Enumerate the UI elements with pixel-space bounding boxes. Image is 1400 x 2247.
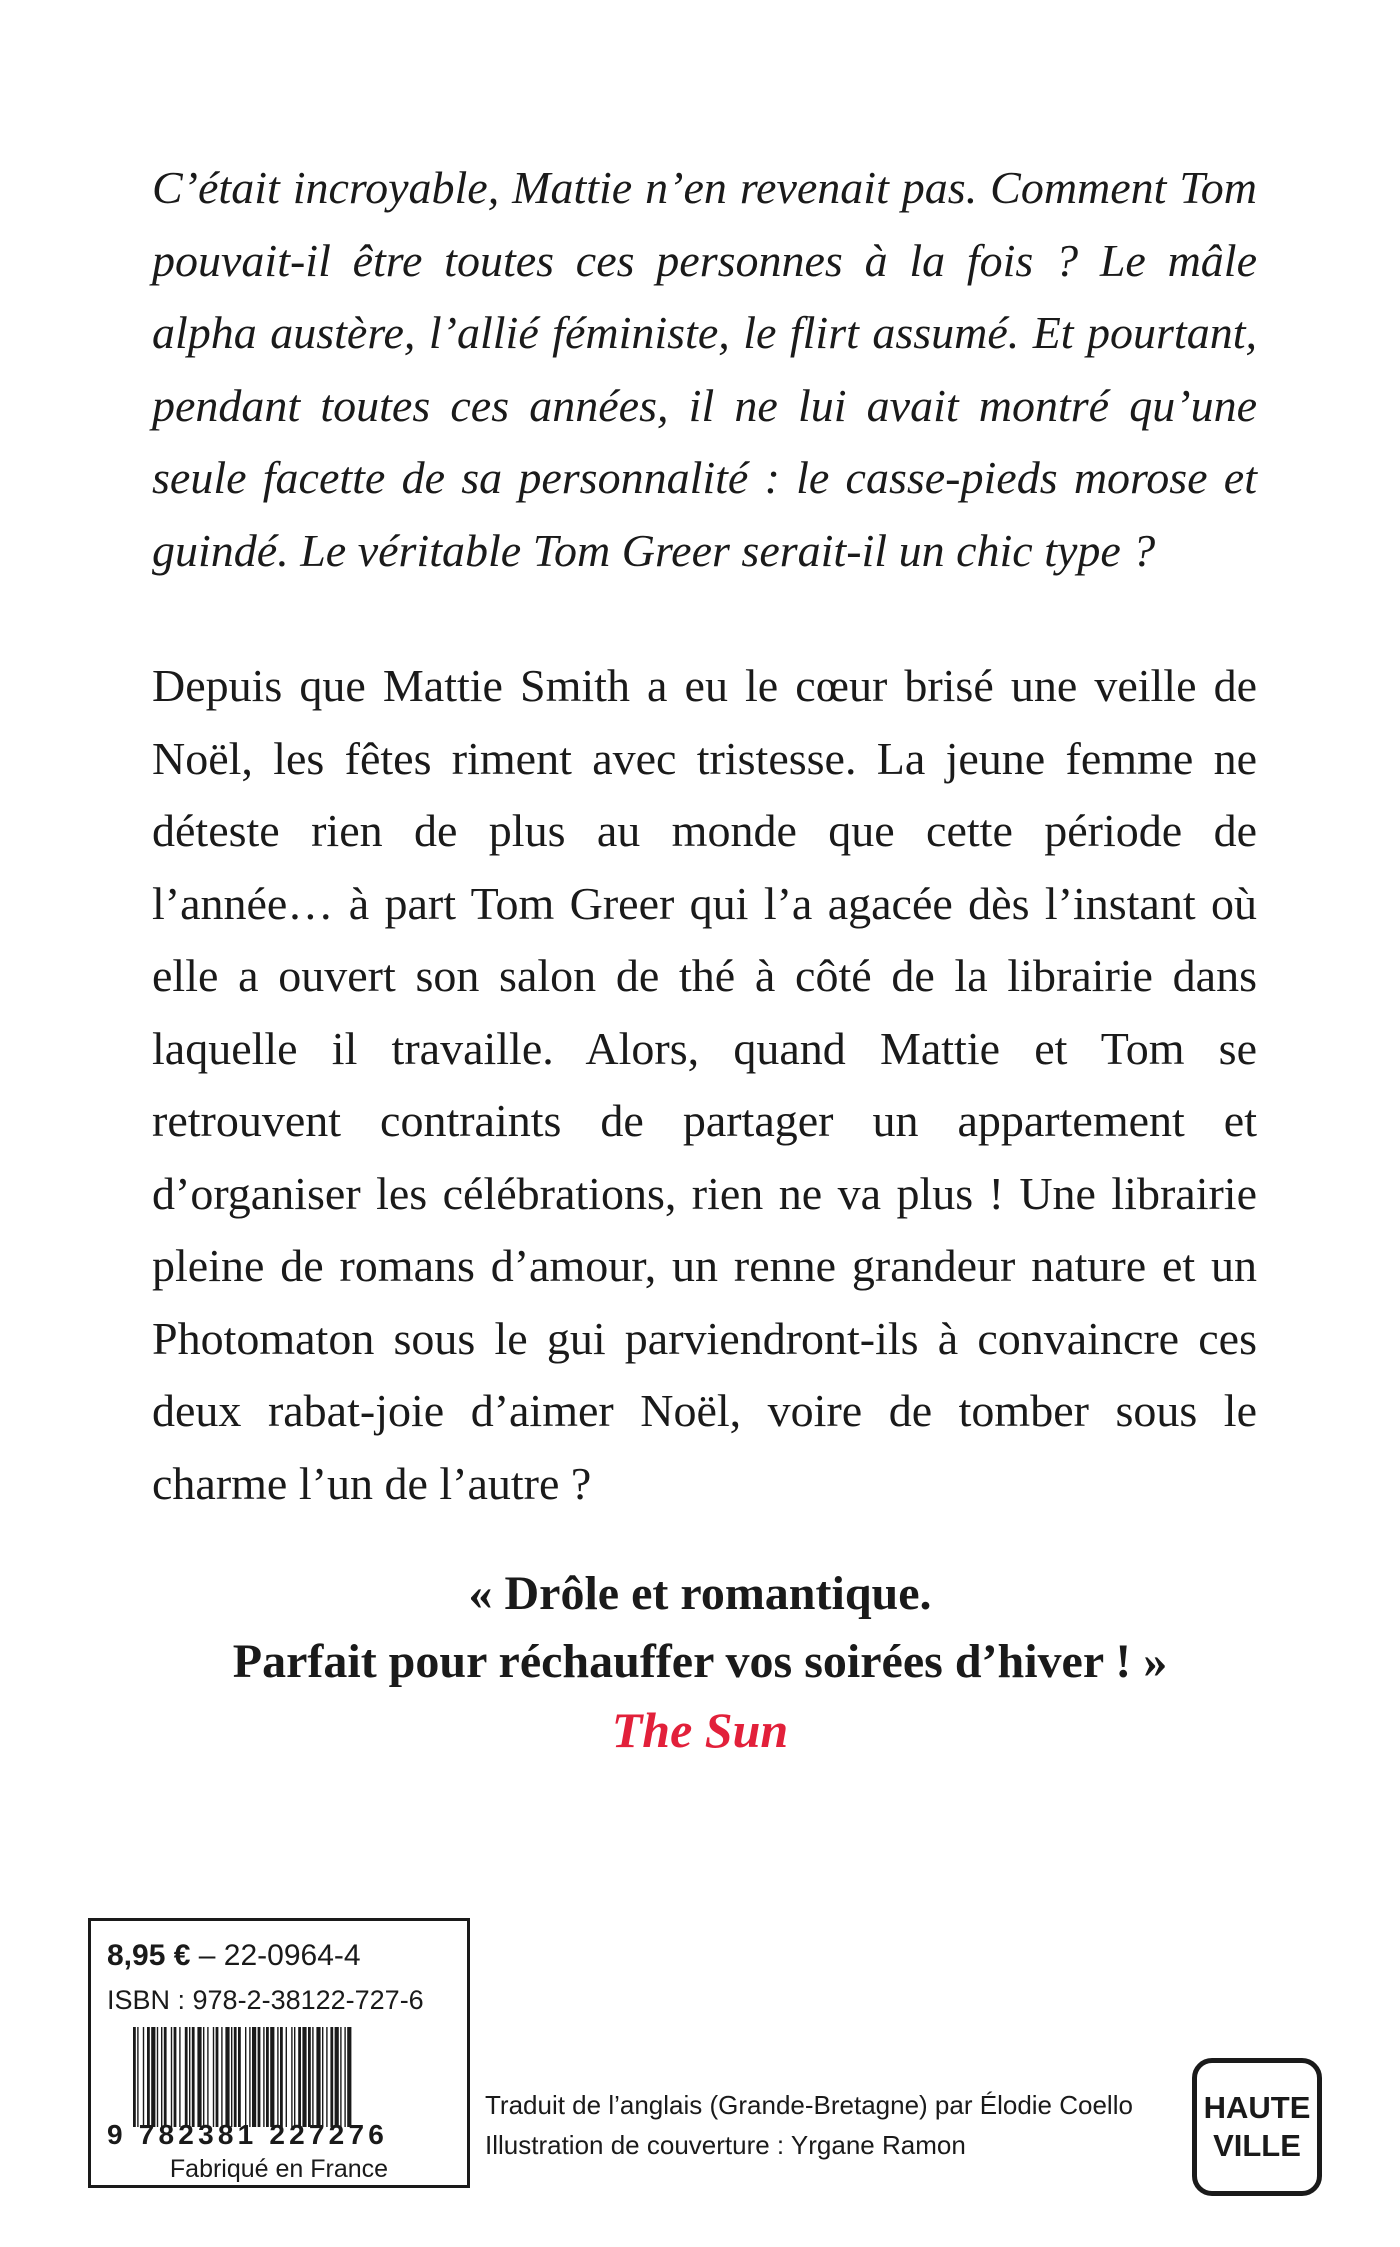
barcode-bar [157, 2027, 158, 2127]
barcode-bar [147, 2027, 150, 2127]
barcode-bar [266, 2027, 269, 2127]
publisher-logo-line-1: HAUTE [1203, 2090, 1311, 2125]
barcode-bar [263, 2027, 264, 2127]
barcode-bar [192, 2027, 195, 2127]
barcode-bar [207, 2027, 208, 2127]
publisher-logo [1192, 2058, 1322, 2196]
press-quote [0, 1560, 1400, 1764]
barcode-bar [308, 2027, 311, 2127]
barcode-bar [234, 2027, 237, 2127]
barcode-bar [221, 2027, 222, 2127]
product-code: – 22-0964-4 [190, 1939, 361, 1972]
barcode-bar [252, 2027, 256, 2127]
barcode-bar [216, 2027, 219, 2127]
barcode-bar [326, 2027, 327, 2127]
barcode-bar [161, 2027, 162, 2127]
barcode-bar [312, 2027, 313, 2127]
barcode-bar [171, 2027, 172, 2127]
barcode-bar [277, 2027, 278, 2127]
blurb-paragraph: Depuis que Mattie Smith a eu le cœur brisé une veille de Noël, les fêtes riment avec tristesse. La jeune femme ne déteste rien de plus au monde que cette période de l’année… à part Tom Greer qui l’a agacée dès l’instant où elle a ouvert son salon de thé à côté de la librairie dans laquelle il travaille. Alors, quand Mattie et Tom se retrouvent contraints de partager un appartement et d’organiser les célébrations, rien ne va plus ! Une librairie pleine de romans d’amour, un renne grandeur nature et un Photomaton sous le gui parviendront-ils à convaincre ces deux rabat-joie d’aimer Noël, voire de tomber sous le charme l’un de l’autre ? [152, 660, 1257, 1509]
price: 8,95 € [107, 1939, 191, 1972]
barcode-bar [225, 2027, 229, 2127]
barcode-bar [280, 2027, 283, 2127]
barcode-bar [213, 2027, 214, 2127]
barcode-bar [197, 2027, 201, 2127]
barcode-bar [316, 2027, 320, 2127]
barcode-bar [335, 2027, 339, 2127]
barcode-bar [238, 2027, 241, 2127]
barcode-bar [189, 2027, 190, 2127]
barcode-bar [164, 2027, 167, 2127]
barcode-bar [245, 2027, 246, 2127]
barcode-bar [344, 2027, 345, 2127]
barcode-bar [203, 2027, 204, 2127]
barcode-bar [291, 2027, 292, 2127]
barcode-digits: 9 782381 227276 [107, 2119, 388, 2150]
barcode-bar [249, 2027, 250, 2127]
publisher-logo-line-2: VILLE [1213, 2128, 1301, 2163]
quote-line-1: « Drôle et romantique. [468, 1567, 932, 1620]
barcode-bar [294, 2027, 295, 2127]
made-in-label: Fabriqué en France [169, 2155, 389, 2183]
barcode [133, 2027, 433, 2127]
barcode-bar [179, 2027, 180, 2127]
quote-line-2: Parfait pour réchauffer vos soirées d’hiver ! » [232, 1635, 1168, 1688]
barcode-bar [258, 2027, 261, 2127]
credits [485, 2085, 1133, 2165]
barcode-bar [133, 2027, 136, 2127]
barcode-bar [347, 2027, 351, 2127]
barcode-bar [340, 2027, 341, 2127]
price-row [107, 1939, 361, 1973]
barcode-bar [286, 2027, 287, 2127]
price-barcode-box [88, 1918, 470, 2188]
barcode-bar [143, 2027, 144, 2127]
barcode-bar [185, 2027, 188, 2127]
illustration-credit: Illustration de couverture : Yrgane Ramon [485, 2130, 966, 2160]
barcode-bar [174, 2027, 177, 2127]
quote-source: The Sun [611, 1702, 789, 1758]
translation-credit: Traduit de l’anglais (Grande-Bretagne) par Élodie Coello [485, 2090, 1133, 2120]
barcode-bar [270, 2027, 274, 2127]
barcode-bar [137, 2027, 138, 2127]
barcode-bar [231, 2027, 232, 2127]
excerpt-paragraph: C’était incroyable, Mattie n’en revenait pas. Comment Tom pouvait-il être toutes ces personnes à la fois ? Le mâle alpha austère, l’allié féministe, le flirt assumé. Et pourtant, pendant toutes ces années, il ne lui avait montré qu’une seule facette de sa personnalité : le casse-pieds morose et guindé. Le véritable Tom Greer serait-il un chic type ? [152, 162, 1257, 576]
isbn: ISBN : 978-2-38122-727-6 [107, 1985, 424, 2015]
barcode-bar [298, 2027, 301, 2127]
barcode-bar [151, 2027, 155, 2127]
barcode-bar [302, 2027, 306, 2127]
barcode-bar [322, 2027, 323, 2127]
barcode-bar [330, 2027, 333, 2127]
